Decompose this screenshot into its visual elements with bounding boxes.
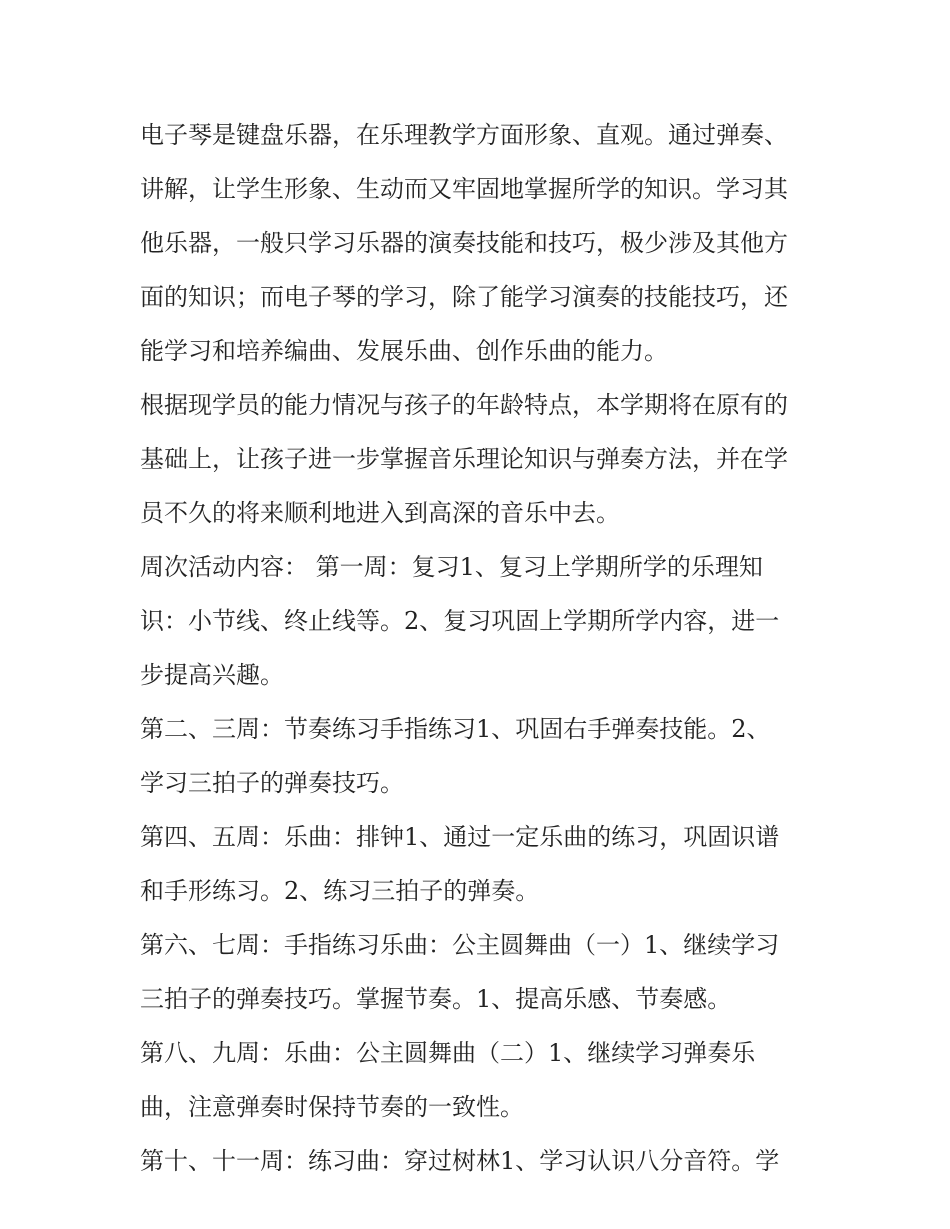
text-line: 面的知识；而电子琴的学习，除了能学习演奏的技能技巧，还 xyxy=(140,283,788,311)
text-line: 第八、九周：乐曲：公主圆舞曲（二）1、继续学习弹奏乐 xyxy=(140,1039,756,1067)
document-body xyxy=(140,108,812,1188)
text-line: 讲解，让学生形象、生动而又牢固地掌握所学的知识。学习其 xyxy=(140,175,788,203)
text-line: 三拍子的弹奏技巧。掌握节奏。1、提高乐感、节奏感。 xyxy=(140,985,732,1013)
text-line: 第六、七周：手指练习乐曲：公主圆舞曲（一）1、继续学习 xyxy=(140,931,780,959)
text-line: 步提高兴趣。 xyxy=(140,661,284,689)
text-line: 和手形练习。2、练习三拍子的弹奏。 xyxy=(140,877,540,905)
text-line: 第二、三周：节奏练习手指练习1、巩固右手弹奏技能。2、 xyxy=(140,715,771,743)
text-line: 根据现学员的能力情况与孩子的年龄特点，本学期将在原有的 xyxy=(140,391,788,419)
text-line: 员不久的将来顺利地进入到高深的音乐中去。 xyxy=(140,499,620,527)
text-line: 第十、十一周：练习曲：穿过树林1、学习认识八分音符。学 xyxy=(140,1147,780,1175)
text-line: 第四、五周：乐曲：排钟1、通过一定乐曲的练习，巩固识谱 xyxy=(140,823,780,851)
text-line: 学习三拍子的弹奏技巧。 xyxy=(140,769,404,797)
text-line: 能学习和培养编曲、发展乐曲、创作乐曲的能力。 xyxy=(140,337,668,365)
text-line: 周次活动内容： 第一周：复习1、复习上学期所学的乐理知 xyxy=(140,553,763,581)
text-line: 基础上，让孩子进一步掌握音乐理论知识与弹奏方法，并在学 xyxy=(140,445,788,473)
text-line: 他乐器，一般只学习乐器的演奏技能和技巧，极少涉及其他方 xyxy=(140,229,788,257)
text-line: 电子琴是键盘乐器，在乐理教学方面形象、直观。通过弹奏、 xyxy=(140,121,788,149)
text-line: 识：小节线、终止线等。2、复习巩固上学期所学内容，进一 xyxy=(140,607,780,635)
text-line: 曲，注意弹奏时保持节奏的一致性。 xyxy=(140,1093,524,1121)
